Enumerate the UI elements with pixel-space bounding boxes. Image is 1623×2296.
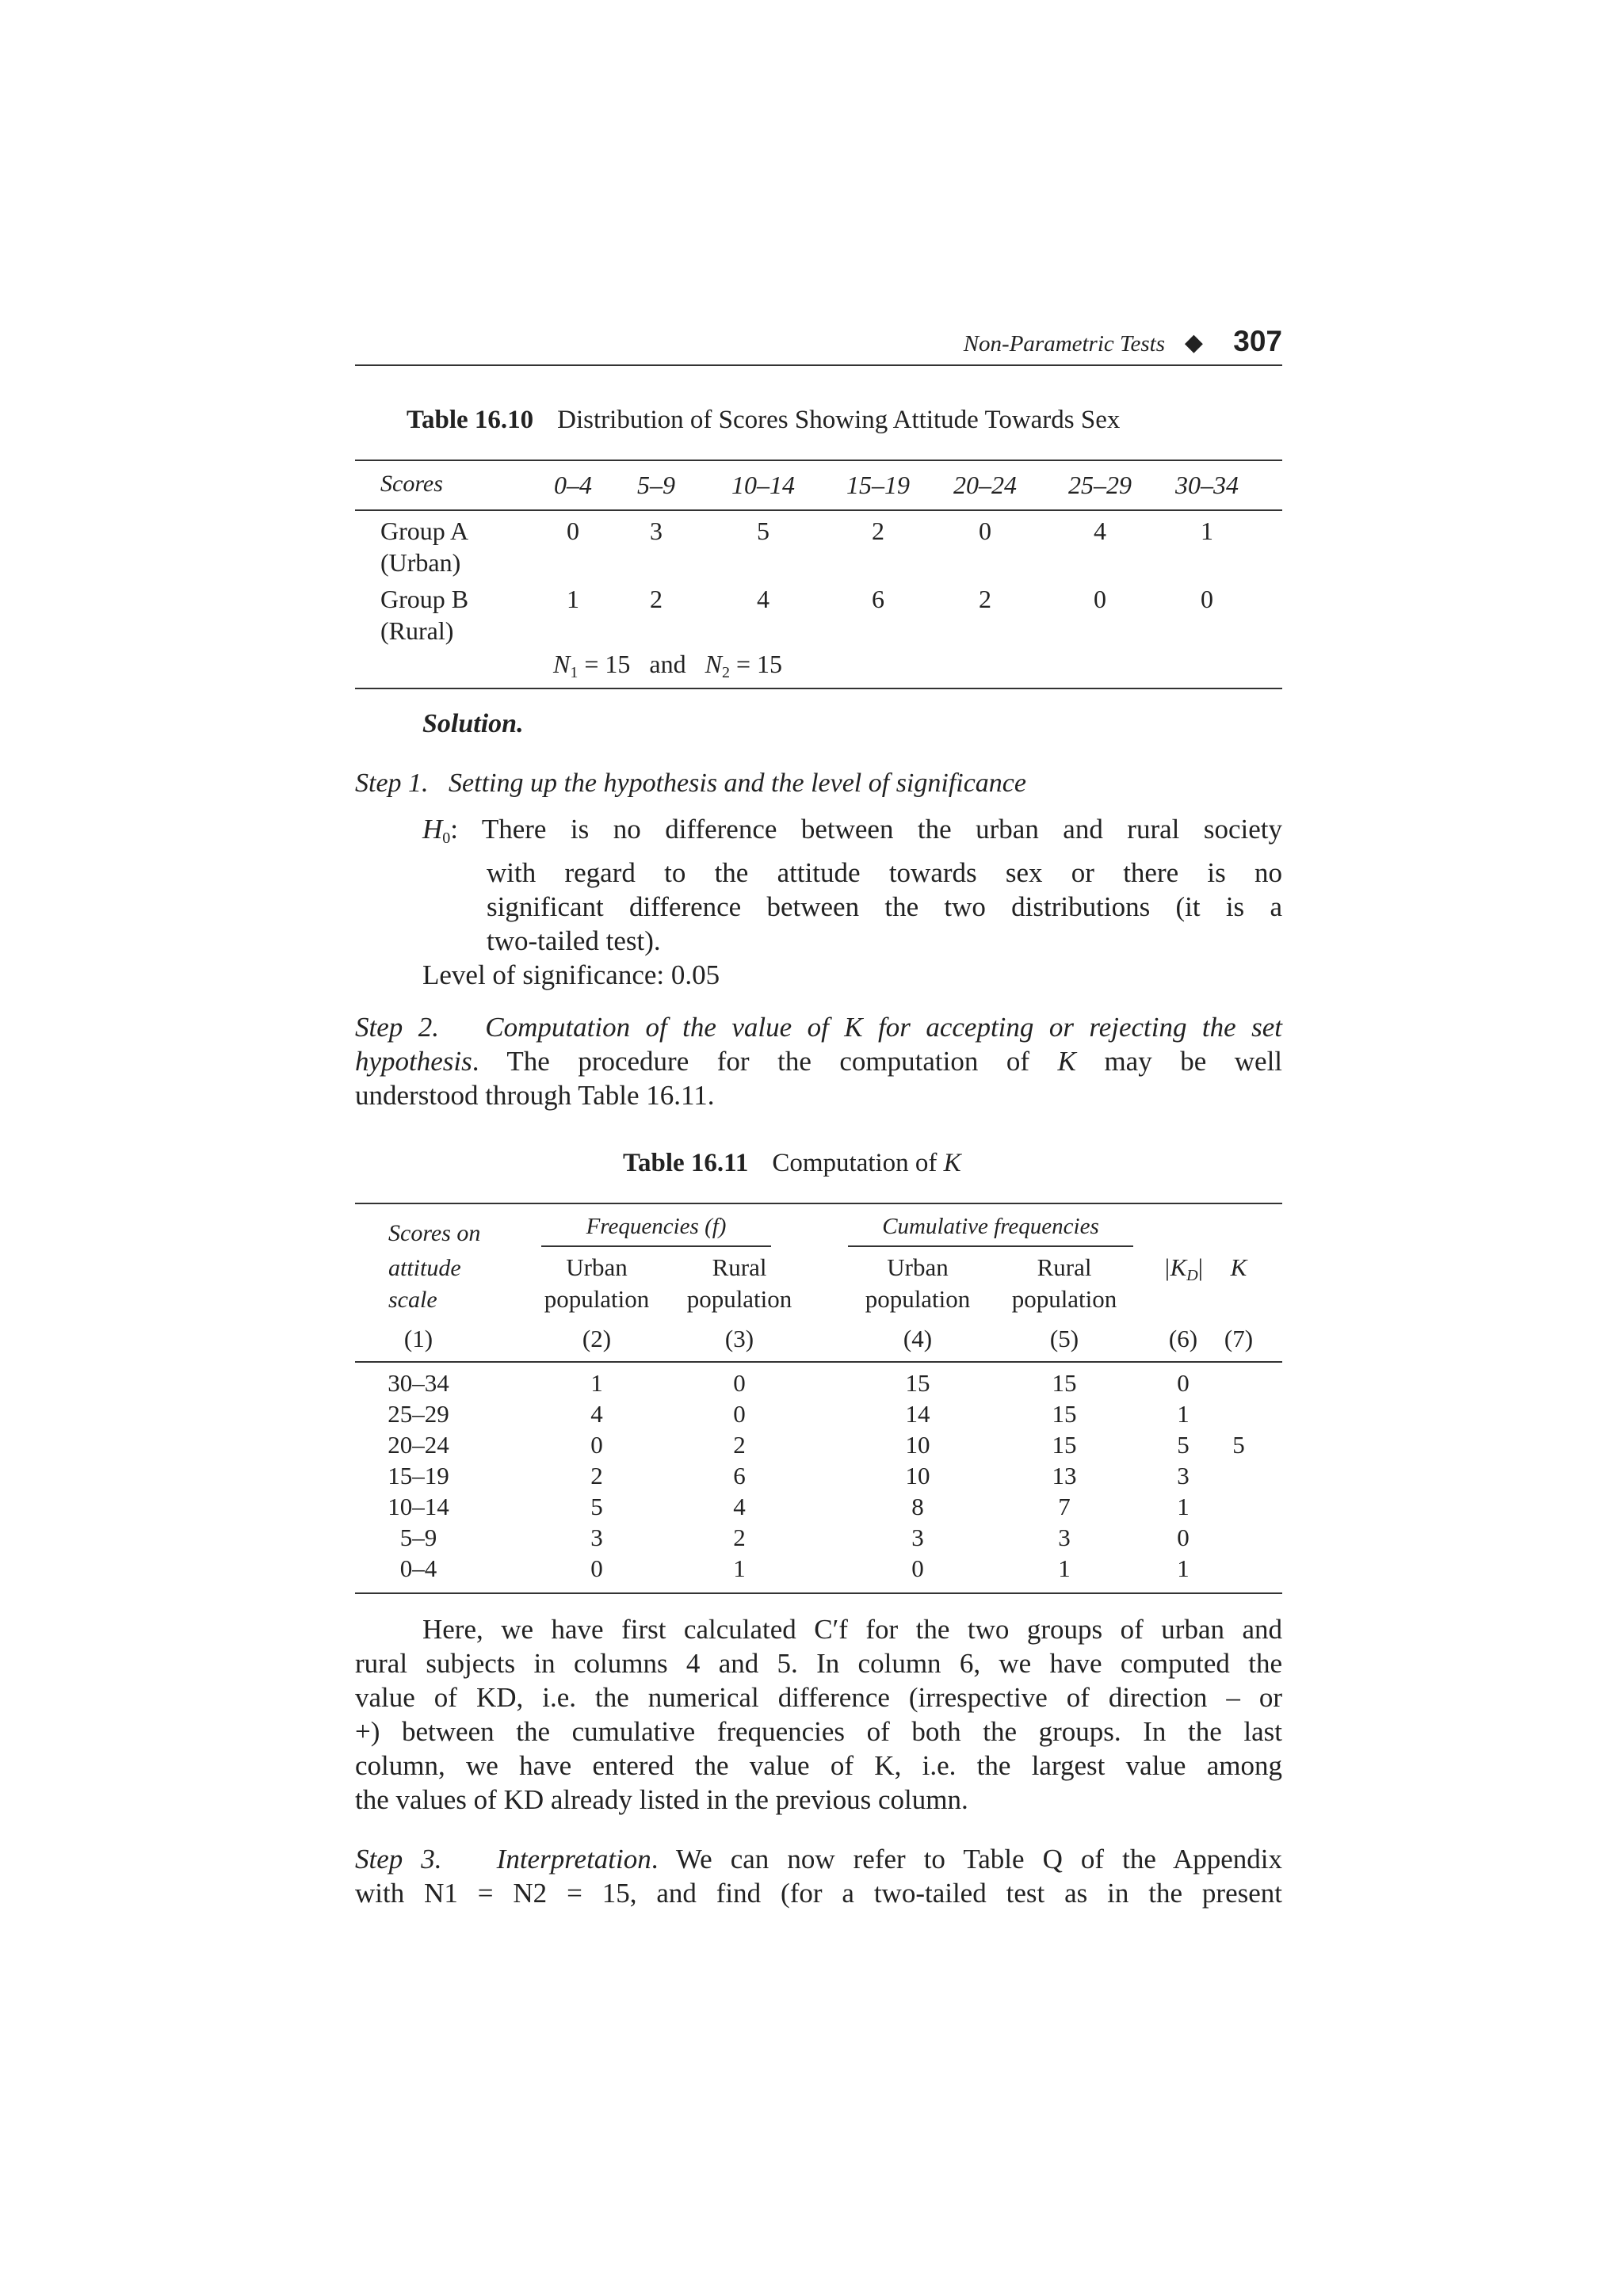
table2-col2-header: population	[544, 1285, 650, 1313]
table2-col2-header: Urban	[566, 1253, 628, 1281]
explanation-paragraph: Here, we have first calculated C′f for the two groups of urban and rural subjects in columns 4 and 5. In column 6, we have computed the value of KD, i.e. the numerical difference (irrespective of direction – or +) between the cumulative frequencies of both the groups. In the last column, we have entered the value of K, i.e. the largest value among the values of KD already listed in the previous column.	[355, 1614, 1282, 1815]
running-title: Non-Parametric Tests	[963, 331, 1165, 357]
table1-row-sublabel: (Rural)	[380, 616, 454, 645]
table1-col-header: 5–9	[637, 471, 675, 499]
h0-statement: $H_0$: There is no difference between the urban and rural society with regard to the attitude towards sex or there is no significant difference between the two distributions (it is a two-tailed test). Level of significance: 0.05	[422, 814, 1282, 990]
table2-col5-header: population	[1011, 1285, 1117, 1313]
table1-col-header: 25–29	[1068, 471, 1132, 499]
table2-header-rule	[355, 1361, 1282, 1363]
table1-cell: 0	[567, 517, 579, 545]
table1-cell: 2	[872, 517, 884, 545]
table1-cell: 2	[979, 585, 991, 613]
table2-col-number: (3)	[724, 1325, 754, 1352]
step3-paragraph: Step 3. Interpretation. We can now refer to Table Q of the Appendix with N1 = N2 = 15, and find (for a two-tailed test as in the present	[355, 1844, 1282, 1909]
table2-col3-header: Rural	[712, 1253, 767, 1281]
table1-cell: 0	[979, 517, 991, 545]
running-header	[355, 325, 1282, 366]
table1-cell: 6	[872, 585, 884, 613]
table2-col6-header: $|K_D|$	[1163, 1253, 1203, 1284]
table2-caption: Table 16.11 Computation of K	[623, 1149, 961, 1177]
table1-bottom-rule	[355, 688, 1282, 689]
table2-bottom-rule	[355, 1592, 1282, 1594]
table2-col5-header: Rural	[1037, 1253, 1092, 1281]
table2-title: Computation of	[772, 1149, 938, 1177]
table1-caption	[407, 406, 1120, 435]
table1-col-header: 20–24	[953, 471, 1017, 499]
table2-col-number: (4)	[903, 1325, 933, 1352]
table2-col-number: (1)	[403, 1325, 433, 1352]
table2-group-rule	[848, 1245, 1133, 1247]
table1-row-label: Group A	[380, 517, 469, 545]
table2-col7-header: K	[1230, 1253, 1247, 1281]
table2-col-number: (2)	[582, 1325, 612, 1352]
table1-row-header: Scores	[380, 471, 443, 497]
table1-cell: 1	[1201, 517, 1213, 545]
table1-cell: 0	[1094, 585, 1106, 613]
table1-cell: 1	[567, 585, 579, 613]
diamond-icon: ◆	[1184, 330, 1203, 356]
table2-col4-header: population	[865, 1285, 971, 1313]
page-number: 307	[1233, 325, 1282, 357]
table2-col1-header: Scores on	[388, 1220, 481, 1246]
table2-col-number: (5)	[1049, 1325, 1079, 1352]
table1-cell: 2	[650, 585, 663, 613]
table1-cell: 0	[1201, 585, 1213, 613]
table1-col-header: 15–19	[846, 471, 910, 499]
table2-group-cumulative: Cumulative frequencies	[882, 1214, 1099, 1239]
table1-top-rule	[355, 460, 1282, 461]
table2-group-rule	[541, 1245, 771, 1247]
table1-title: Distribution of Scores Showing Attitude Towards Sex	[557, 406, 1121, 434]
table2-top-rule	[355, 1203, 1282, 1204]
table2-col1-header: scale	[388, 1287, 437, 1313]
table1-col-header: 30–34	[1175, 471, 1239, 499]
table2-group-frequencies: Frequencies (f)	[586, 1214, 727, 1239]
table2-col4-header: Urban	[887, 1253, 949, 1281]
table1-col-header: 0–4	[554, 471, 592, 499]
table2-col3-header: population	[686, 1285, 792, 1313]
table1-header-rule	[355, 509, 1282, 511]
table1-cell: 4	[1094, 517, 1106, 545]
table1-row-label: Group B	[380, 585, 469, 613]
solution-heading: Solution.	[422, 709, 524, 738]
table1-footer: $N_1 = 15$ and $N_2 = 15$	[553, 650, 782, 681]
table2-col1-header: attitude	[388, 1255, 461, 1281]
step2-paragraph: Step 2. Computation of the value of K for accepting or rejecting the set hypothesis. The procedure for the computation of K may be well understood through Table 16.11.	[355, 1012, 1283, 1111]
step1: Step 1. Setting up the hypothesis and the level of significance	[355, 769, 1026, 798]
table1-cell: 5	[757, 517, 769, 545]
table1-cell: 4	[757, 585, 769, 613]
table2-label: Table 16.11	[623, 1149, 749, 1177]
table1-col-header: 10–14	[731, 471, 795, 499]
table2-col-number: (7)	[1224, 1325, 1254, 1352]
table1-label: Table 16.10	[407, 406, 534, 434]
table1-cell: 3	[650, 517, 663, 545]
table2-col-number: (6)	[1168, 1325, 1198, 1352]
table1-row-sublabel: (Urban)	[380, 548, 461, 577]
